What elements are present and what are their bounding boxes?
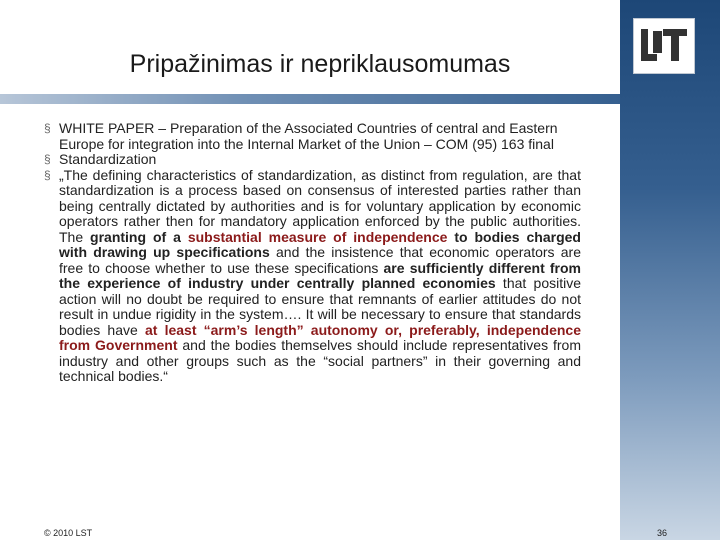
bullet-icon: § (44, 167, 51, 182)
quote-bold-text: to bodies charged with drawing up specifications (59, 228, 581, 260)
sidebar-gradient (620, 0, 720, 540)
quote-text: and the bodies themselves should include representatives from industry and other groups such as the “social partners” in their governing and technical bodies.“ (59, 337, 581, 384)
bullet-text-white-paper: WHITE PAPER – Preparation of the Associated Countries of central and Eastern Europe for integration into the Internal Market of the Union – COM (95) 163 final (59, 120, 558, 152)
quote-text: that positive action will no doubt be required to ensure that remnants of earlier attitudes do not result in undue rigidity in the system…. It will be necessary to ensure that standards bodies have (59, 275, 582, 338)
bullet-icon: § (44, 121, 51, 135)
quote-highlight-text: at least “arm’s length” autonomy or, preferably, independence from Government (59, 321, 581, 353)
lst-logo-icon (639, 27, 689, 67)
bullet-text-standardization: Standardization (59, 151, 157, 167)
company-logo (633, 18, 695, 74)
slide-title: Pripažinimas ir nepriklausomumas (129, 50, 511, 78)
list-item (44, 121, 581, 152)
quote-bold-text: granting of a (90, 228, 188, 245)
list-item (44, 152, 581, 168)
list-item (44, 168, 581, 385)
quote-bold-text: are sufficiently different from the experience of industry under centrally planned economies (59, 259, 582, 291)
quote-highlight-text: substantial measure of independence (187, 228, 448, 245)
footer-copyright: © 2010 LST (44, 528, 93, 538)
quote-text: and the insistence that economic operators are free to choose whether to use these specifications (59, 244, 581, 276)
quote-text: „The defining characteristics of standardization, as distinct from regulation, are that standardization is a process based on consensus of interested parties rather than being centrally dictated by authorities and is for voluntary application by economic operators rather then for mandatory application enforced by the public authorities. The (59, 166, 581, 245)
title-divider (0, 94, 620, 104)
page-number: 36 (657, 528, 668, 538)
bullet-icon: § (44, 152, 51, 166)
bullet-list (44, 121, 581, 385)
